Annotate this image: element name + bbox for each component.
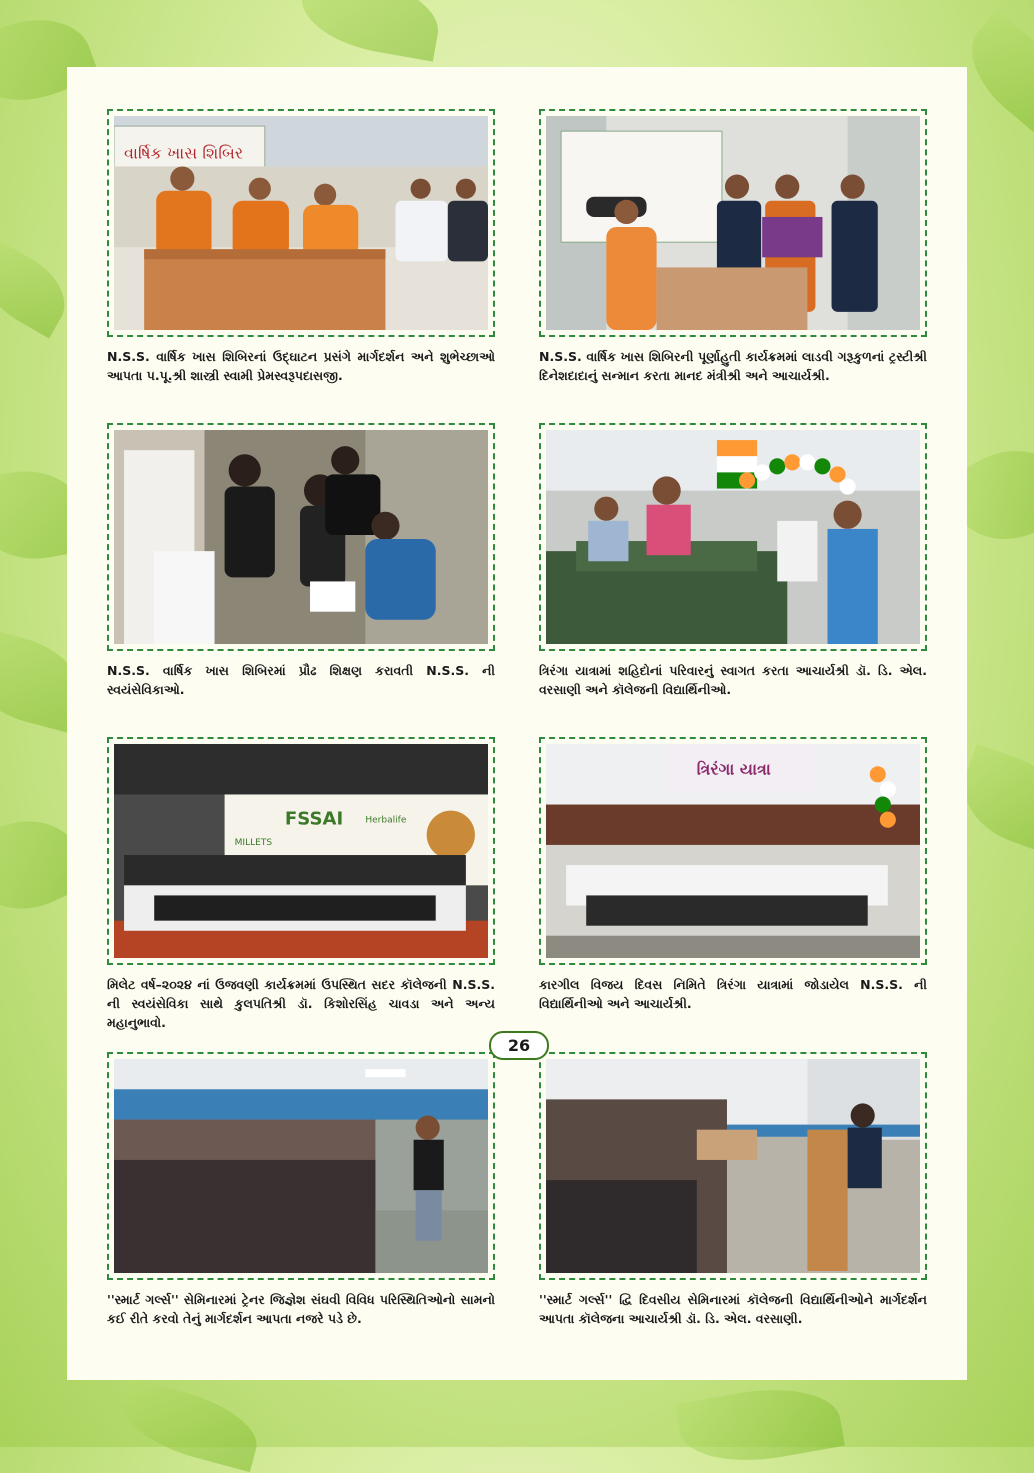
photo-frame: [107, 109, 495, 337]
photo-millet-event: [114, 744, 488, 958]
photo-frame: [107, 423, 495, 651]
page-number: 26: [489, 1031, 549, 1060]
banner-text: Herbalife: [365, 815, 407, 826]
photo-frame: [107, 1052, 495, 1280]
photo-frame: [539, 109, 927, 337]
background-leaf: [675, 1377, 845, 1473]
background-leaf: [295, 0, 445, 62]
photo-caption: મિલેટ વર્ષ–૨૦૨૪ નાં ઉજવણી કાર્યક્રમમાં ઉપસ્થિત સદર કૉલેજની N.S.S. ની સ્વયંસેવિકા સાથે કુલપતિશ્રી ડૉ. કિશોરસિંહ ચાવડા અને અન્ય મહાનુભાવો.: [107, 977, 495, 1030]
banner-text: ત્રિરંગા યાત્રા: [696, 759, 771, 779]
photo-frame: [539, 1052, 927, 1280]
photo-caption: ''સ્માર્ટ ગર્લ્સ'' દ્વિ દિવસીય સેમિનારમાં કૉલેજની વિદ્યાર્થિનીઓને માર્ગદર્શન આપતા કૉલેજના આચાર્યશ્રી ડૉ. ડિ. એલ. વરસાણી.: [539, 1292, 927, 1326]
photo-caption: ત્રિરંગા યાત્રામાં શહિદોનાં પરિવારનું સ્વાગત કરતા આચાર્યશ્રી ડૉ. ડિ. એલ. વરસાણી અને કૉલેજની વિદ્યાર્થિનીઓ.: [539, 663, 927, 697]
photo-frame: [107, 737, 495, 965]
page-panel: [67, 67, 967, 1380]
banner-text: વાર્ષિક ખાસ શિબિર: [124, 143, 244, 163]
banner-text: MILLETS: [234, 837, 273, 848]
photo-caption: કારગીલ વિજય દિવસ નિમિતે ત્રિરંગા યાત્રામાં જોડાયેલ N.S.S. ની વિદ્યાર્થિનીઓ અને આચાર્યશ્રી.: [539, 977, 927, 1011]
photo-tiranga-welcome: [546, 430, 920, 644]
photo-frame: [539, 423, 927, 651]
banner-text: FSSAI: [284, 808, 344, 830]
photo-caption: ''સ્માર્ટ ગર્લ્સ'' સેમિનારમાં ટ્રેનર જિજ્ઞેશ સંઘવી વિવિધ પરિસ્થિતિઓનો સામનો કઈ રીતે કરવો તેનું માર્ગદર્શન આપતા નજરે પડે છે.: [107, 1292, 495, 1326]
photo-frame: [539, 737, 927, 965]
photo-caption: N.S.S. વાર્ષિક ખાસ શિબિરની પૂર્ણાહુતી કાર્યક્રમમાં લાડવી ગરૂકુળનાં ટ્રસ્ટીશ્રી દિનેશદાદાનું સન્માન કરતા માનદ મંત્રીશ્રી અને આચાર્યશ્રી.: [539, 349, 927, 383]
photo-smart-girls-trainer: [114, 1059, 488, 1273]
background-leaf: [115, 1378, 266, 1472]
photo-smart-girls-principal: [546, 1059, 920, 1273]
photo-inauguration: [114, 116, 488, 330]
photo-caption: N.S.S. વાર્ષિક ખાસ શિબિરનાં ઉદ્ઘાટન પ્રસંગે માર્ગદર્શન અને શુભેચ્છાઓ આપતા પ.પૂ.શ્રી શાસ્ત્રી સ્વામી પ્રેમસ્વરૂપદાસજી.: [107, 349, 495, 383]
photo-felicitation: [546, 116, 920, 330]
photo-kargil-vijay: [546, 744, 920, 958]
photo-adult-education: [114, 430, 488, 644]
photo-caption: N.S.S. વાર્ષિક ખાસ શિબિરમાં પ્રૌઢ શિક્ષણ કરાવતી N.S.S. ની સ્વયંસેવિકાઓ.: [107, 663, 495, 697]
